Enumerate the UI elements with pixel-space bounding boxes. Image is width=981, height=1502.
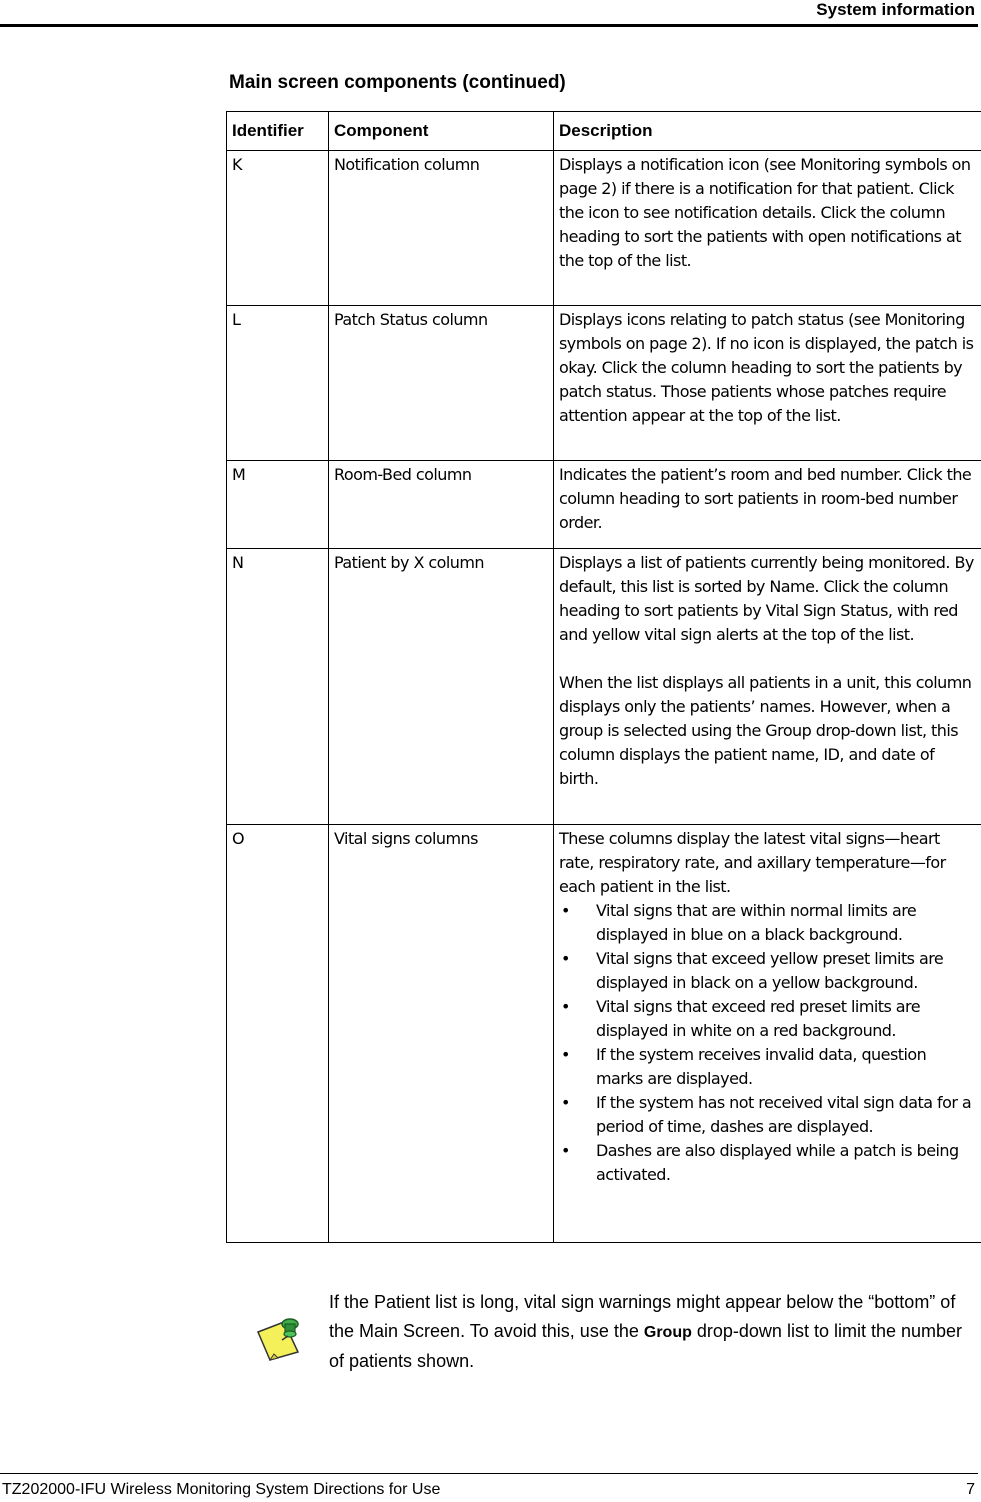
header-description: Description xyxy=(554,112,981,151)
table-row xyxy=(227,549,981,825)
header-identifier: Identifier xyxy=(227,112,329,151)
description-paragraph: Displays a list of patients currently being monitored. By default, this list is sorted by Name. Click the column heading to sort patients by Vital Sign Status, with red and yellow vital sign alerts at the top of the list. xyxy=(559,553,974,644)
row-description xyxy=(554,825,981,1243)
footer-rule xyxy=(0,1473,978,1474)
list-item: • If the system receives invalid data, question marks are displayed. xyxy=(559,1043,977,1091)
note-text xyxy=(329,1288,969,1376)
table-row xyxy=(227,151,981,306)
row-description: Indicates the patient’s room and bed number. Click the column heading to sort patients in room-bed number order. xyxy=(554,461,981,549)
row-description: Displays icons relating to patch status (see Monitoring symbols on page 2). If no icon is displayed, the patch is okay. Click the column heading to sort the patients by patch status. Those patients whose patches require attention appear at the top of the list. xyxy=(554,306,981,461)
note-pin-icon xyxy=(254,1310,306,1362)
table-row xyxy=(227,461,981,549)
list-item: • Vital signs that exceed yellow preset limits are displayed in black on a yellow background. xyxy=(559,947,977,995)
row-component: Vital signs columns xyxy=(329,825,554,1243)
row-identifier: L xyxy=(227,306,329,461)
row-identifier: O xyxy=(227,825,329,1243)
footer-doc-title: TZ202000-IFU Wireless Monitoring System Directions for Use xyxy=(2,1481,441,1498)
description-paragraph: When the list displays all patients in a unit, this column displays only the patients’ names. However, when a group is selected using the Group drop-down list, this column displays the patient name, ID, and date of birth. xyxy=(559,673,972,788)
row-component: Room-Bed column xyxy=(329,461,554,549)
row-description: Displays a notification icon (see Monitoring symbols on page 2) if there is a notification for that patient. Click the icon to see notification details. Click the column heading to sort the patients with open notifications at the top of the list. xyxy=(554,151,981,306)
section-title: Main screen components (continued) xyxy=(229,72,566,93)
group-label: Group xyxy=(643,1324,692,1341)
row-identifier: M xyxy=(227,461,329,549)
components-table xyxy=(226,111,981,1243)
table-header-row xyxy=(227,112,981,151)
footer-page-number: 7 xyxy=(966,1481,975,1498)
header-component: Component xyxy=(329,112,554,151)
list-item: • If the system has not received vital sign data for a period of time, dashes are displayed. xyxy=(559,1091,977,1139)
table-row xyxy=(227,825,981,1243)
row-component: Patient by X column xyxy=(329,549,554,825)
row-identifier: N xyxy=(227,549,329,825)
vital-signs-bullet-list xyxy=(559,899,977,1187)
description-paragraph: These columns display the latest vital signs—heart rate, respiratory rate, and axillary temperature—for each patient in the list. xyxy=(559,829,946,896)
row-identifier: K xyxy=(227,151,329,306)
list-item: • Vital signs that exceed red preset limits are displayed in white on a red background. xyxy=(559,995,977,1043)
note-text-before: If the Patient list is long, vital sign warnings might appear below the “bottom” of the Main Screen. To avoid this, use the xyxy=(329,1292,956,1341)
header-rule xyxy=(0,24,978,27)
row-component: Patch Status column xyxy=(329,306,554,461)
row-component: Notification column xyxy=(329,151,554,306)
list-item: • Dashes are also displayed while a patch is being activated. xyxy=(559,1139,977,1187)
table-row xyxy=(227,306,981,461)
note-text-after: drop-down list to limit the number of patients shown. xyxy=(329,1321,963,1371)
list-item: • Vital signs that are within normal limits are displayed in blue on a black background. xyxy=(559,899,977,947)
row-description xyxy=(554,549,981,825)
page-header-title: System information xyxy=(816,0,975,19)
